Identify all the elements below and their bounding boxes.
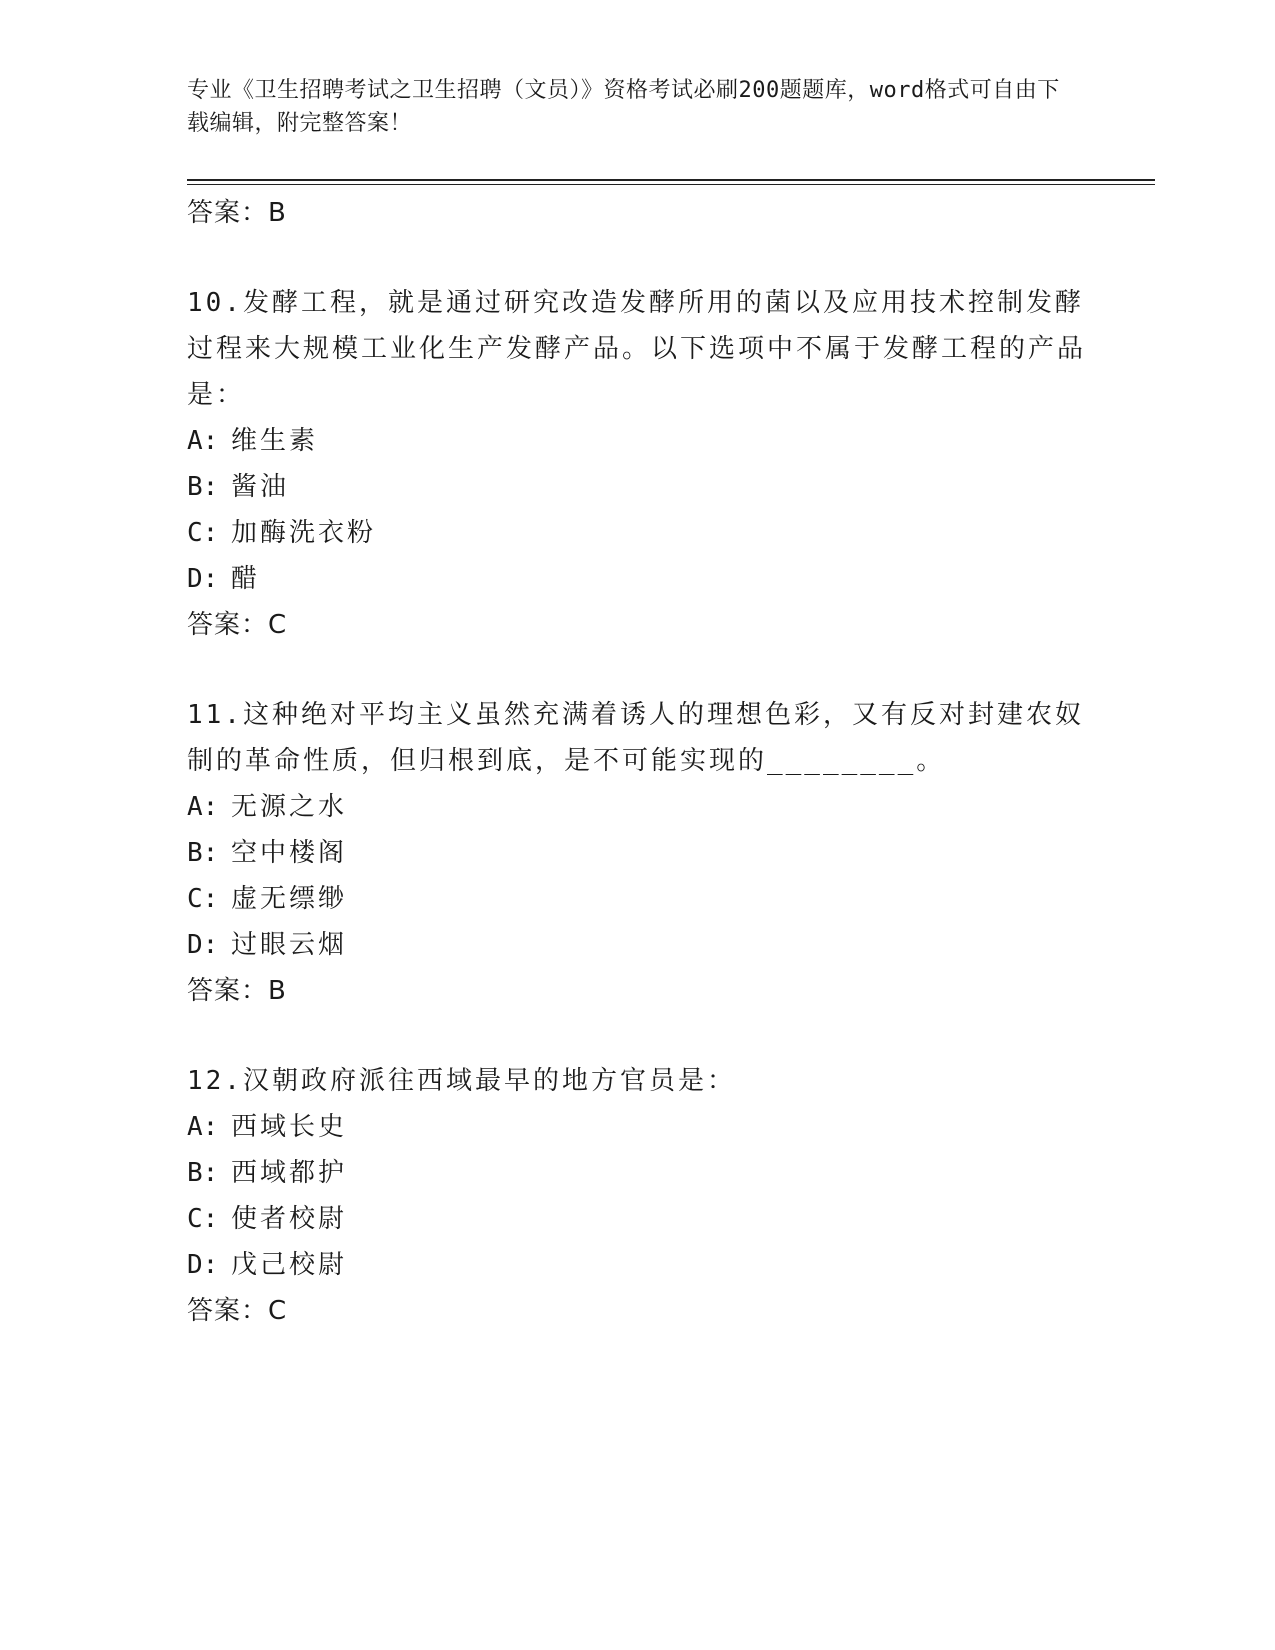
option-text: 加酶洗衣粉 bbox=[231, 518, 377, 548]
option-key: A: bbox=[187, 1112, 219, 1142]
option-text: 维生素 bbox=[231, 426, 319, 456]
option-text: 戊己校尉 bbox=[231, 1250, 348, 1280]
answer-line: 答案：C bbox=[187, 1296, 288, 1326]
option-b bbox=[187, 1150, 1087, 1196]
answer-line: 答案：C bbox=[187, 610, 288, 640]
option-c bbox=[187, 876, 1087, 922]
option-c bbox=[187, 510, 1087, 556]
option-key: B: bbox=[187, 1158, 219, 1188]
option-text: 酱油 bbox=[231, 472, 290, 502]
option-key: D: bbox=[187, 930, 219, 960]
option-b bbox=[187, 464, 1087, 510]
option-a bbox=[187, 1104, 1087, 1150]
header-divider-thin bbox=[187, 184, 1155, 185]
option-key: D: bbox=[187, 564, 219, 594]
option-key: C: bbox=[187, 1204, 219, 1234]
option-d bbox=[187, 1242, 1087, 1288]
option-c bbox=[187, 1196, 1087, 1242]
option-key: D: bbox=[187, 1250, 219, 1280]
question-10 bbox=[187, 280, 1087, 648]
question-11 bbox=[187, 692, 1087, 1014]
option-a bbox=[187, 784, 1087, 830]
option-text: 西域长史 bbox=[231, 1112, 348, 1142]
option-key: A: bbox=[187, 792, 219, 822]
option-text: 醋 bbox=[231, 564, 261, 594]
answer-line: 答案：B bbox=[187, 198, 287, 228]
option-text: 无源之水 bbox=[231, 792, 348, 822]
option-key: B: bbox=[187, 838, 219, 868]
answer-line: 答案：B bbox=[187, 976, 287, 1006]
header-divider bbox=[187, 179, 1155, 181]
option-d bbox=[187, 922, 1087, 968]
option-text: 虚无缥缈 bbox=[231, 884, 348, 914]
option-d bbox=[187, 556, 1087, 602]
question-list bbox=[187, 190, 1087, 1334]
option-key: C: bbox=[187, 884, 219, 914]
header-text: 专业《卫生招聘考试之卫生招聘（文员）》资格考试必刷200题题库，word格式可自由下载编辑，附完整答案！ bbox=[187, 78, 1060, 136]
page-header bbox=[187, 74, 1067, 140]
question-stem: 12.汉朝政府派往西域最早的地方官员是： bbox=[187, 1066, 736, 1096]
option-text: 空中楼阁 bbox=[231, 838, 348, 868]
option-key: C: bbox=[187, 518, 219, 548]
question-12 bbox=[187, 1058, 1087, 1334]
option-key: B: bbox=[187, 472, 219, 502]
question-stem: 11.这种绝对平均主义虽然充满着诱人的理想色彩，又有反对封建农奴制的革命性质，但归根到底，是不可能实现的________。 bbox=[187, 700, 1084, 776]
question-stem: 10.发酵工程，就是通过研究改造发酵所用的菌以及应用技术控制发酵过程来大规模工业化生产发酵产品。以下选项中不属于发酵工程的产品是： bbox=[187, 288, 1087, 410]
option-text: 使者校尉 bbox=[231, 1204, 348, 1234]
option-text: 过眼云烟 bbox=[231, 930, 348, 960]
option-text: 西域都护 bbox=[231, 1158, 348, 1188]
option-a bbox=[187, 418, 1087, 464]
option-key: A: bbox=[187, 426, 219, 456]
option-b bbox=[187, 830, 1087, 876]
